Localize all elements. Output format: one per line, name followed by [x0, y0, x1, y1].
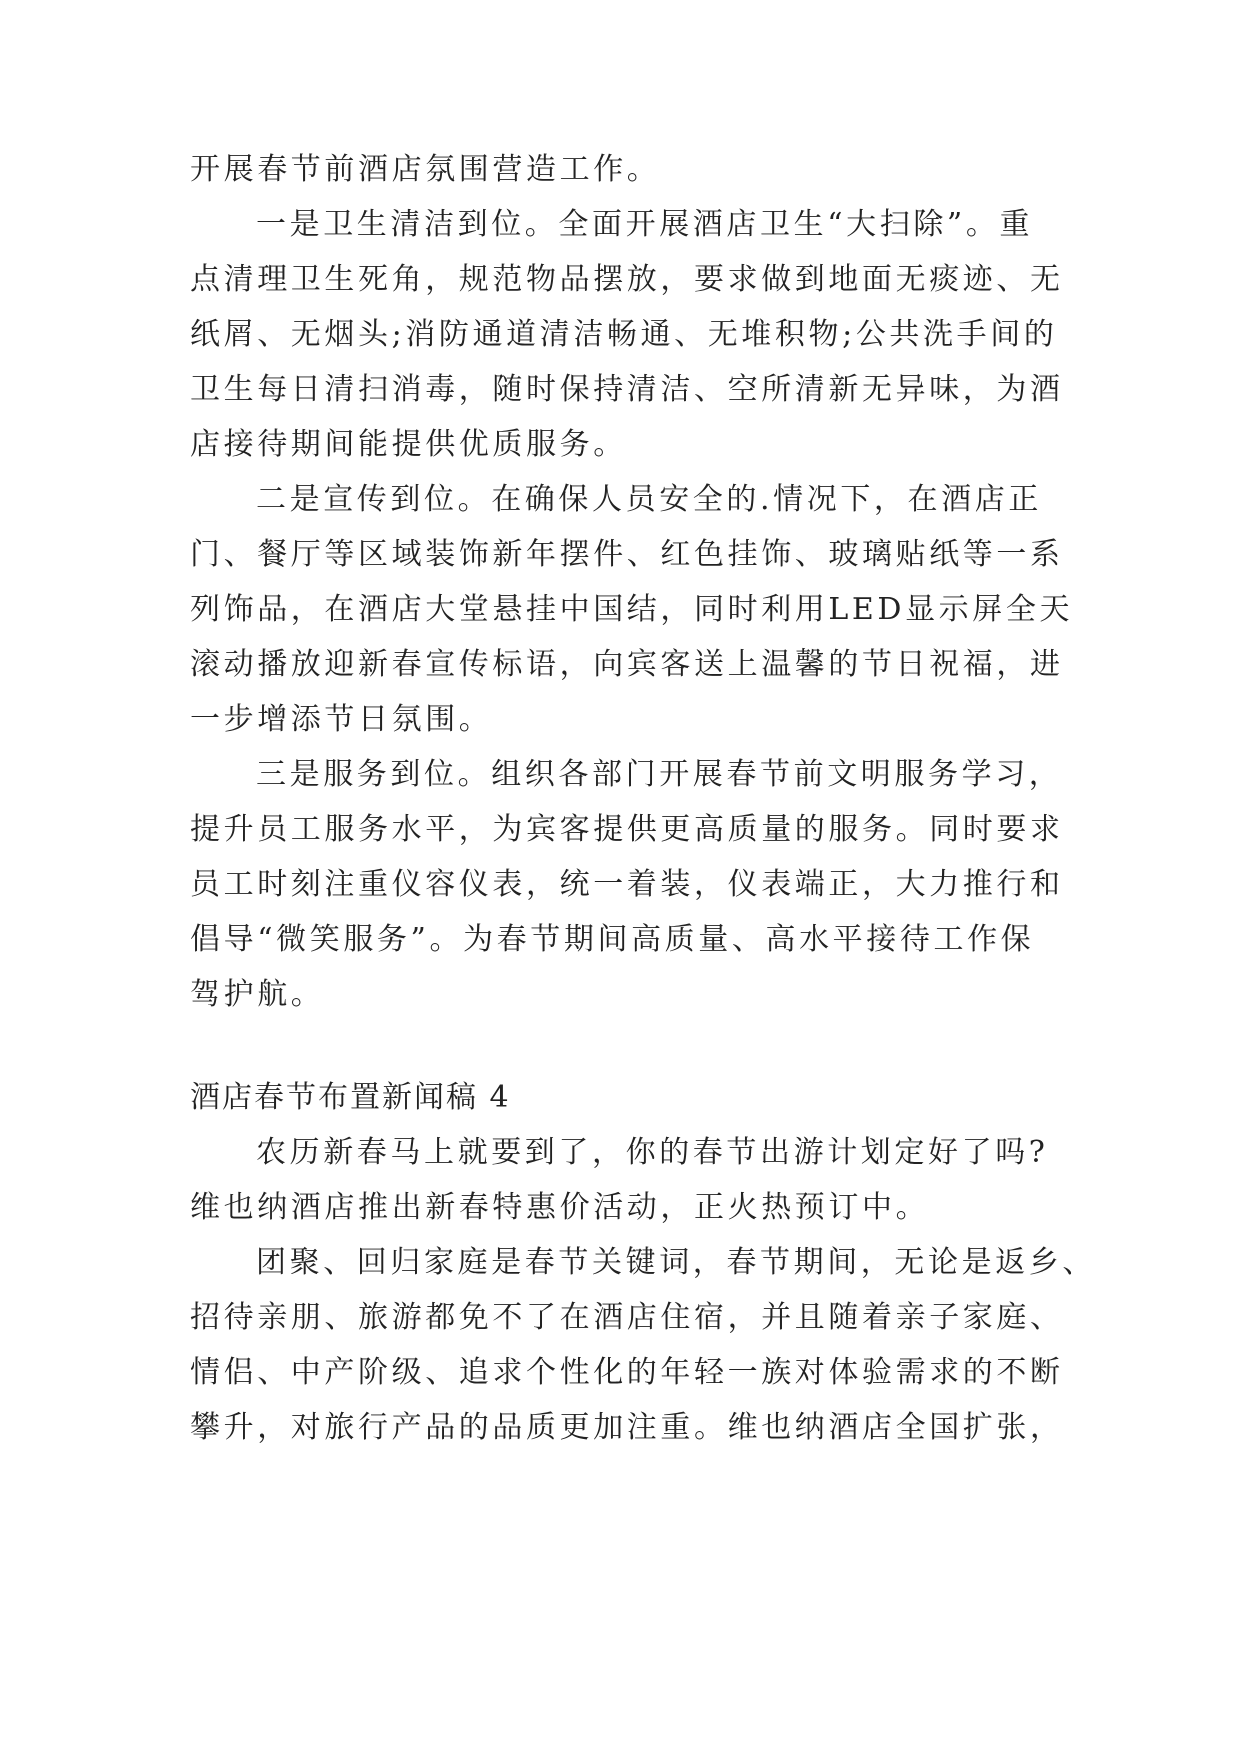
paragraph-line: 农历新春马上就要到了，你的春节出游计划定好了吗? — [256, 1135, 1049, 1170]
text-line: 攀升，对旅行产品的品质更加注重。维也纳酒店全国扩张， — [190, 1410, 1064, 1445]
text-line: 维也纳酒店推出新春特惠价活动，正火热预订中。 — [190, 1190, 930, 1225]
text-line: 开展春节前酒店氛围营造工作。 — [190, 152, 661, 187]
paragraph-line: 三是服务到位。组织各部门开展春节前文明服务学习， — [256, 757, 1063, 792]
text-line: 列饰品，在酒店大堂悬挂中国结，同时利用LED显示屏全天 — [190, 592, 1074, 627]
text-line: 倡导“微笑服务”。为春节期间高质量、高水平接待工作保 — [190, 922, 1035, 957]
paragraph-line: 团聚、回归家庭是春节关键词，春节期间，无论是返乡、 — [256, 1245, 1096, 1280]
text-line: 点清理卫生死角，规范物品摆放，要求做到地面无痰迹、无 — [190, 262, 1064, 297]
text-line: 情侣、中产阶级、追求个性化的年轻一族对体验需求的不断 — [190, 1355, 1064, 1390]
text-line: 门、餐厅等区域装饰新年摆件、红色挂饰、玻璃贴纸等一系 — [190, 537, 1064, 572]
text-line: 招待亲朋、旅游都免不了在酒店住宿，并且随着亲子家庭、 — [190, 1300, 1064, 1335]
text-line: 驾护航。 — [190, 977, 325, 1012]
paragraph-line: 二是宣传到位。在确保人员安全的.情况下，在酒店正 — [256, 482, 1042, 517]
text-line: 一步增添节日氛围。 — [190, 702, 493, 737]
text-line: 提升员工服务水平，为宾客提供更高质量的服务。同时要求 — [190, 812, 1064, 847]
text-line: 纸屑、无烟头;消防通道清洁畅通、无堆积物;公共洗手间的 — [190, 317, 1058, 352]
text-line: 店接待期间能提供优质服务。 — [190, 427, 627, 462]
paragraph-line: 一是卫生清洁到位。全面开展酒店卫生“大扫除”。重 — [256, 207, 1034, 242]
text-line: 滚动播放迎新春宣传标语，向宾客送上温馨的节日祝福，进 — [190, 647, 1064, 682]
section-heading: 酒店春节布置新闻稿 4 — [190, 1080, 511, 1115]
text-line: 员工时刻注重仪容仪表，统一着装，仪表端正，大力推行和 — [190, 867, 1064, 902]
text-line: 卫生每日清扫消毒，随时保持清洁、空所清新无异味，为酒 — [190, 372, 1064, 407]
